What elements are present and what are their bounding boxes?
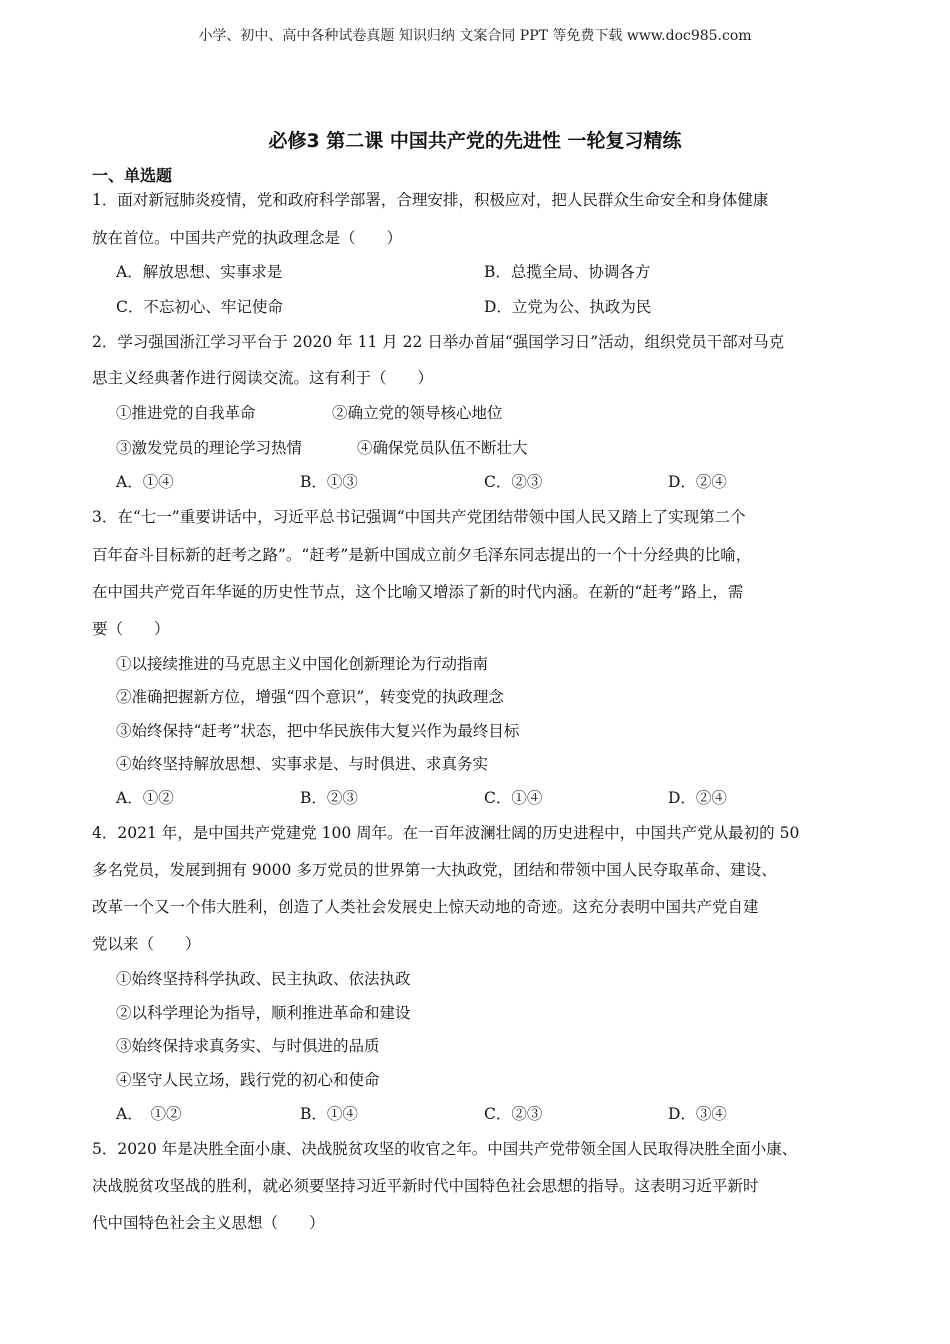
question-3-line-4: 要（ ） (92, 620, 170, 638)
question-3-option-b: B．②③ (300, 789, 358, 807)
question-3-statement-1: ①以接续推进的马克思主义中国化创新理论为行动指南 (116, 655, 489, 673)
question-4-statement-3: ③始终保持求真务实、与时俱进的品质 (116, 1037, 380, 1055)
question-4-option-b: B．①④ (300, 1105, 358, 1123)
question-2-statement-3: ③激发党员的理论学习热情 (116, 439, 303, 457)
question-5-line-2: 决战脱贫攻坚战的胜利，就必须要坚持习近平新时代中国特色社会思想的指导。这表明习近平新时 (92, 1177, 759, 1195)
question-1-line-2: 放在首位。中国共产党的执政理念是（ ） (92, 229, 403, 247)
question-4-option-c: C．②③ (484, 1105, 543, 1123)
question-3-statement-3: ③始终保持“赶考”状态，把中华民族伟大复兴作为最终目标 (116, 722, 520, 740)
question-2-option-c: C．②③ (484, 473, 543, 491)
question-1-line-1: 1．面对新冠肺炎疫情，党和政府科学部署，合理安排，积极应对，把人民群众生命安全和身体健康 (92, 191, 769, 209)
question-4-line-1: 4．2021 年，是中国共产党建党 100 周年。在一百年波澜壮阔的历史进程中，中国共产党从最初的 50 (92, 824, 800, 842)
question-1-option-d: D．立党为公、执政为民 (484, 298, 652, 316)
question-4-line-3: 改革一个又一个伟大胜利，创造了人类社会发展史上惊天动地的奇迹。这充分表明中国共产党自建 (92, 898, 759, 916)
question-2-statement-4: ④确保党员队伍不断壮大 (357, 439, 528, 457)
question-2-line-2: 思主义经典著作进行阅读交流。这有利于（ ） (92, 369, 434, 387)
question-2-option-b: B．①③ (300, 473, 358, 491)
question-5-line-3: 代中国特色社会主义思想（ ） (92, 1214, 325, 1232)
question-1-option-b: B．总揽全局、协调各方 (484, 263, 651, 281)
question-3-line-3: 在中国共产党百年华诞的历史性节点，这个比喻又增添了新的时代内涵。在新的“赶考”路上，需 (92, 583, 744, 601)
question-3-statement-4: ④始终坚持解放思想、实事求是、与时俱进、求真务实 (116, 755, 489, 773)
question-4-option-a: A． ①② (116, 1105, 182, 1123)
question-4-option-d: D．③④ (668, 1105, 727, 1123)
question-3-option-c: C．①④ (484, 789, 543, 807)
question-4-line-4: 党以来（ ） (92, 935, 201, 953)
question-2-statement-1: ①推进党的自我革命 (116, 404, 256, 422)
question-1-option-c: C．不忘初心、牢记使命 (116, 298, 283, 316)
question-1-option-a: A．解放思想、实事求是 (116, 263, 283, 281)
question-4-statement-2: ②以科学理论为指导，顺利推进革命和建设 (116, 1004, 411, 1022)
question-5-line-1: 5．2020 年是决胜全面小康、决战脱贫攻坚的收官之年。中国共产党带领全国人民取得决胜全面小康、 (92, 1140, 798, 1158)
question-4-statement-4: ④坚守人民立场，践行党的初心和使命 (116, 1071, 380, 1089)
question-2-option-d: D．②④ (668, 473, 727, 491)
question-2-statement-2: ②确立党的领导核心地位 (332, 404, 503, 422)
question-3-option-a: A．①② (116, 789, 174, 807)
question-2-line-1: 2．学习强国浙江学习平台于 2020 年 11 月 22 日举办首届“强国学习日”活动，组织党员干部对马克 (92, 333, 785, 351)
section-heading: 一、单选题 (92, 166, 173, 185)
question-3-line-2: 百年奋斗目标新的赶考之路”。“赶考”是新中国成立前夕毛泽东同志提出的一个十分经典的比喻， (92, 546, 752, 564)
question-4-statement-1: ①始终坚持科学执政、民主执政、依法执政 (116, 970, 411, 988)
page-header: 小学、初中、高中各种试卷真题 知识归纳 文案合同 PPT 等免费下载 www.doc985.com (198, 28, 752, 44)
question-3-line-1: 3．在“七一”重要讲话中，习近平总书记强调“中国共产党团结带领中国人民又踏上了实现第二个 (92, 508, 746, 526)
question-4-line-2: 多名党员，发展到拥有 9000 多万党员的世界第一大执政党，团结和带领中国人民夺取革命、建设、 (92, 861, 777, 879)
question-3-option-d: D．②④ (668, 789, 727, 807)
question-2-option-a: A．①④ (116, 473, 174, 491)
question-3-statement-2: ②准确把握新方位，增强“四个意识”，转变党的执政理念 (116, 688, 504, 706)
page-title: 必修3 第二课 中国共产党的先进性 一轮复习精练 (268, 130, 682, 152)
